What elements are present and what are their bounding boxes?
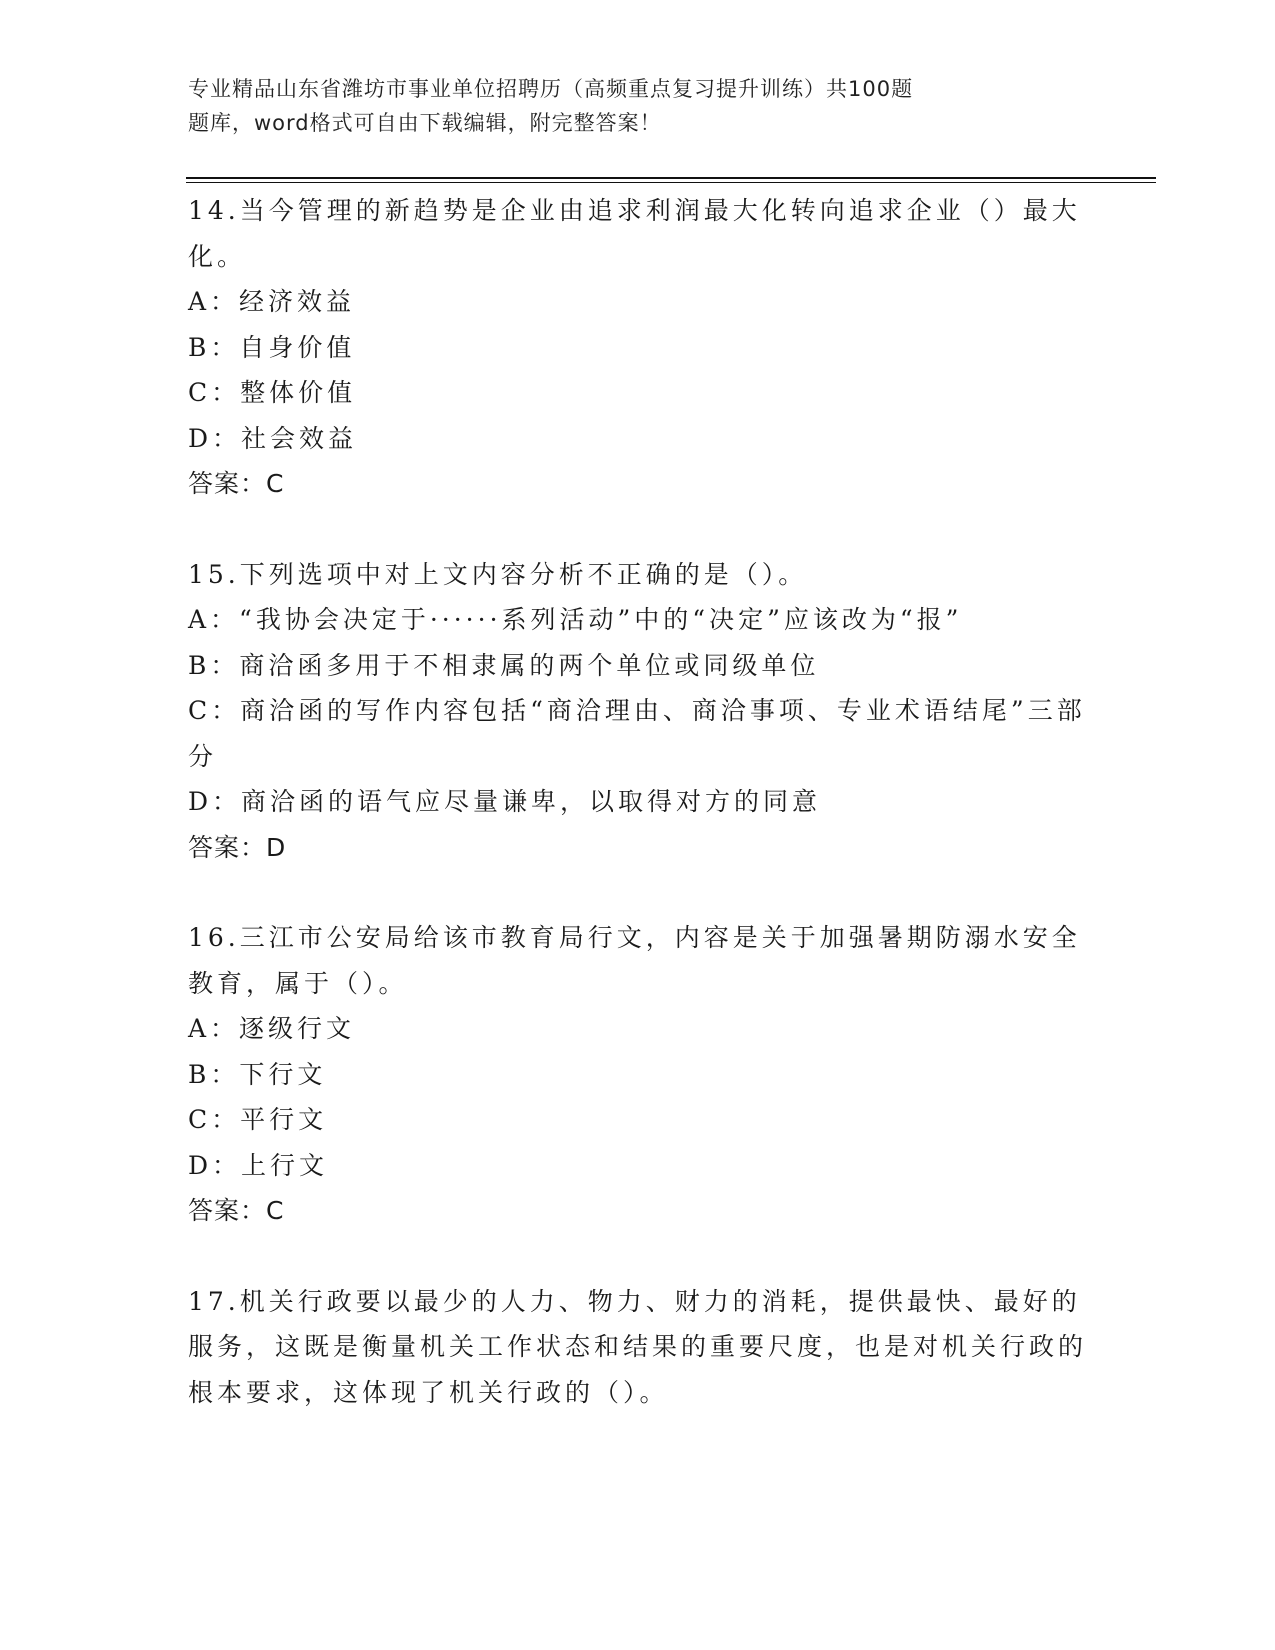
option-a: A：“我协会决定于······系列活动”中的“决定”应该改为“报” <box>188 605 963 634</box>
answer: 答案：C <box>188 1196 285 1225</box>
option-b: B：商洽函多用于不相隶属的两个单位或同级单位 <box>188 650 820 680</box>
header-divider-thick <box>186 177 1156 179</box>
option-d: D：社会效益 <box>188 423 358 453</box>
question-text: 14.当今管理的新趋势是企业由追求利润最大化转向追求企业（）最大化。 <box>188 196 1081 271</box>
question-text: 15.下列选项中对上文内容分析不正确的是（）。 <box>188 559 808 589</box>
header-line-1: 专业精品山东省潍坊市事业单位招聘历（高频重点复习提升训练）共100题 <box>188 77 914 101</box>
question-16 <box>188 915 1088 1234</box>
question-text: 16.三江市公安局给该市教育局行文，内容是关于加强暑期防溺水安全教育，属于（）。 <box>188 923 1081 998</box>
option-a: A：经济效益 <box>188 287 356 316</box>
option-c: C：商洽函的写作内容包括“商洽理由、商洽事项、专业术语结尾”三部分 <box>188 696 1086 771</box>
question-text: 17.机关行政要以最少的人力、物力、财力的消耗，提供最快、最好的服务，这既是衡量机关工作状态和结果的重要尺度，也是对机关行政的根本要求，这体现了机关行政的（）。 <box>188 1286 1088 1407</box>
option-d: D：商洽函的语气应尽量谦卑，以取得对方的同意 <box>188 787 822 816</box>
question-list <box>188 188 1088 1415</box>
answer: 答案：C <box>188 469 285 498</box>
question-14 <box>188 188 1088 507</box>
option-d: D：上行文 <box>188 1150 329 1180</box>
header-divider-thin <box>186 182 1156 183</box>
document-header <box>188 72 1068 140</box>
question-17 <box>188 1279 1088 1416</box>
answer: 答案：D <box>188 832 287 862</box>
option-b: B：自身价值 <box>188 332 356 362</box>
option-c: C：整体价值 <box>188 378 357 407</box>
header-line-2: 题库，word格式可自由下载编辑，附完整答案！ <box>188 111 662 135</box>
option-a: A：逐级行文 <box>188 1014 356 1043</box>
option-b: B：下行文 <box>188 1059 327 1089</box>
option-c: C：平行文 <box>188 1105 328 1134</box>
question-15 <box>188 552 1088 871</box>
